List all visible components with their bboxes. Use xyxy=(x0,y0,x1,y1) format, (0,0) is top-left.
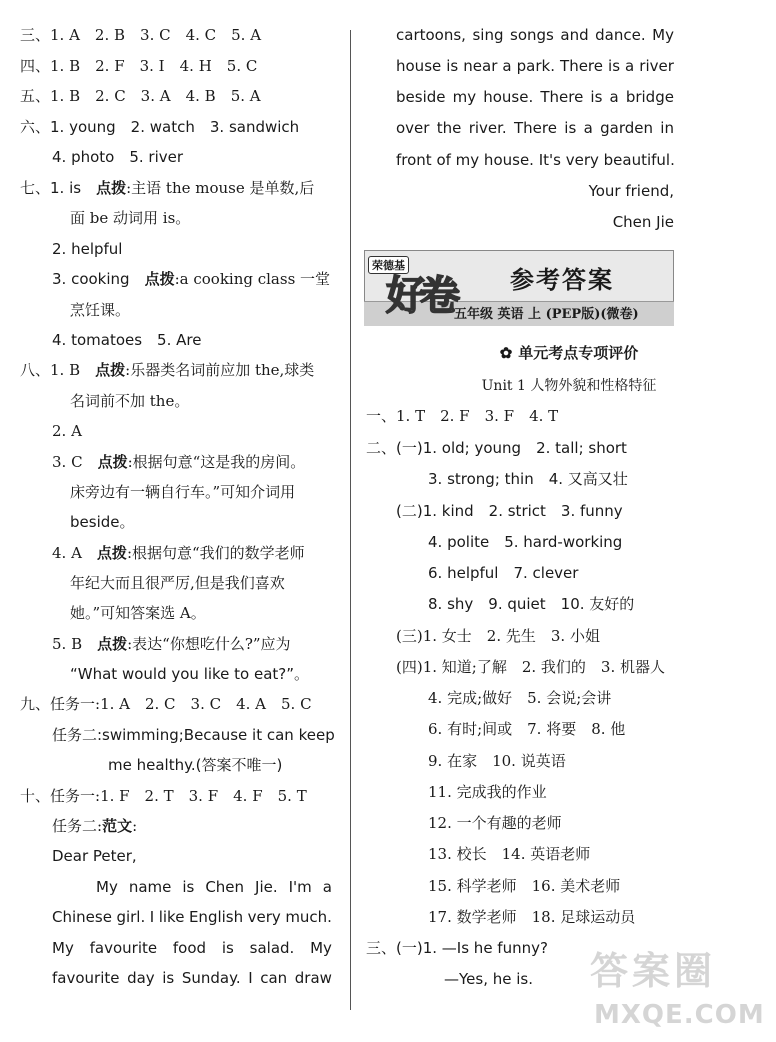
word: near xyxy=(463,57,498,75)
section-3-line: 三、1. A 2. B 3. C 4. C 5. A xyxy=(20,26,262,44)
q2-part4-line3: 6. 有时;间或 7. 将要 8. 他 xyxy=(428,720,626,738)
banner-subtitle: 五年级 英语 上 (PEP版)(微卷) xyxy=(454,307,639,322)
word: a xyxy=(583,119,593,137)
word: in xyxy=(660,119,674,137)
q3-part1-line1: 三、(一)1. —Is he funny? xyxy=(366,939,548,957)
word: over xyxy=(396,119,430,137)
banner-title: 参考答案 xyxy=(510,265,614,294)
q1-line: 一、1. T 2. F 3. F 4. T xyxy=(366,407,559,425)
word: much. xyxy=(285,908,332,926)
paw-icon: ✿ xyxy=(499,344,513,362)
column-divider xyxy=(350,30,351,1010)
word: salad. xyxy=(249,939,295,957)
section-7-item-2: 2. helpful xyxy=(52,240,123,258)
section-7-item-4: 4. tomatoes 5. Are xyxy=(52,331,202,349)
word: draw xyxy=(294,969,332,987)
word: I xyxy=(248,969,253,987)
section-7-item-1: 七、1. is 点拨:主语 the mouse 是单数,后 xyxy=(20,179,315,197)
q2-part4-line2: 4. 完成;做好 5. 会说;会讲 xyxy=(428,689,612,707)
word: is xyxy=(182,878,195,896)
section-8-item-4-cont-2: 她。”可知答案选 A。 xyxy=(70,604,206,622)
q2-part4-line4: 9. 在家 10. 说英语 xyxy=(428,752,566,770)
q2-part2-line3: 6. helpful 7. clever xyxy=(428,564,579,582)
letter-para-line-1 xyxy=(96,877,332,897)
word: food xyxy=(172,939,207,957)
section-8-item-5-cont: “What would you like to eat?”。 xyxy=(70,665,310,683)
section-10-task-2: 任务二:范文: xyxy=(52,817,138,835)
section-7-item-3: 3. cooking 点拨:a cooking class 一堂 xyxy=(52,270,331,288)
section-8-item-1-cont: 名词前不加 the。 xyxy=(70,392,190,410)
letter-signature: Chen Jie xyxy=(612,213,674,231)
word: garden xyxy=(600,119,653,137)
q2-part4-line1: (四)1. 知道;了解 2. 我们的 3. 机器人 xyxy=(396,658,665,676)
letter-para-line-2 xyxy=(52,907,332,927)
section-8-item-2: 2. A xyxy=(52,422,82,440)
unit-title: Unit 1 人物外貌和性格特征 xyxy=(481,378,657,394)
letter-closing: Your friend, xyxy=(588,182,674,200)
word: dance. xyxy=(595,26,646,44)
section-heading: ✿ 单元考点专项评价 xyxy=(499,344,639,362)
word: sing xyxy=(472,26,504,44)
q2-part3-line1: (三)1. 女士 2. 先生 3. 小姐 xyxy=(396,627,600,645)
word: There xyxy=(514,119,557,137)
q2-part4-line5: 11. 完成我的作业 xyxy=(428,783,547,801)
word: favourite xyxy=(89,939,158,957)
word: is xyxy=(162,969,175,987)
section-5-line: 五、1. B 2. C 3. A 4. B 5. A xyxy=(20,87,261,105)
word: a xyxy=(609,88,619,106)
word: river. xyxy=(468,119,507,137)
section-7-item-1-cont: 面 be 动词用 is。 xyxy=(70,209,191,227)
word: Chinese xyxy=(52,908,112,926)
word: Sunday. xyxy=(181,969,241,987)
section-6-line-2: 4. photo 5. river xyxy=(52,148,184,166)
watermark-url: MXQE.COM xyxy=(594,1000,765,1030)
section-8-item-3: 3. C 点拨:根据句意“这是我的房间。 xyxy=(52,453,306,471)
word: the xyxy=(436,119,462,137)
section-7-item-3-cont: 烹饪课。 xyxy=(70,301,131,319)
word: a xyxy=(502,57,512,75)
word: is xyxy=(446,57,459,75)
word: day xyxy=(127,969,155,987)
word: beside xyxy=(396,88,446,106)
brand-label: 荣德基 xyxy=(368,256,409,274)
word: favourite xyxy=(52,969,120,987)
q2-part1-line1: 二、(一)1. old; young 2. tall; short xyxy=(366,439,627,457)
watermark xyxy=(560,940,770,1038)
section-8-item-4: 4. A 点拨:根据句意“我们的数学老师 xyxy=(52,544,305,562)
q2-part2-line2: 4. polite 5. hard-working xyxy=(428,533,623,551)
section-8-item-1: 八、1. B 点拨:乐器类名词前应加 the,球类 xyxy=(20,361,315,379)
word: My xyxy=(652,26,674,44)
word: I xyxy=(149,908,155,926)
word: There xyxy=(560,57,603,75)
section-6-line-1: 六、1. young 2. watch 3. sandwich xyxy=(20,118,300,136)
section-8-item-3-cont-2: beside。 xyxy=(70,513,135,531)
letter-greeting: Dear Peter, xyxy=(52,847,137,865)
q2-part4-line7: 13. 校长 14. 英语老师 xyxy=(428,845,591,863)
word: like xyxy=(158,908,185,926)
section-8-item-3-cont: 床旁边有一辆自行车。”可知介词用 xyxy=(70,483,296,501)
word: house. xyxy=(483,88,534,106)
word: name xyxy=(128,878,172,896)
word: girl. xyxy=(116,908,146,926)
word: is xyxy=(590,88,603,106)
section-8-item-4-cont: 年纪大而且很严厉,但是我们喜欢 xyxy=(70,574,285,592)
word: park. xyxy=(516,57,555,75)
word: is xyxy=(608,57,621,75)
q2-part4-line8: 15. 科学老师 16. 美术老师 xyxy=(428,877,621,895)
section-8-item-5: 5. B 点拨:表达“你想吃什么?”应为 xyxy=(52,635,291,653)
word: a xyxy=(625,57,635,75)
word: My xyxy=(96,878,118,896)
q2-part2-line4: 8. shy 9. quiet 10. 友好的 xyxy=(428,595,635,613)
q2-part4-line6: 12. 一个有趣的老师 xyxy=(428,814,562,832)
word: There xyxy=(540,88,584,106)
word: my xyxy=(452,88,477,106)
word: a xyxy=(322,878,332,896)
section-4-line: 四、1. B 2. F 3. I 4. H 5. C xyxy=(20,57,258,75)
word: is xyxy=(564,119,577,137)
letter-para-line-4 xyxy=(52,968,332,988)
section-9-task-1: 九、任务一:1. A 2. C 3. C 4. A 5. C xyxy=(20,695,312,713)
q2-part4-line9: 17. 数学老师 18. 足球运动员 xyxy=(428,908,636,926)
letter-para-line-3 xyxy=(52,938,332,958)
word: and xyxy=(560,26,589,44)
word: Jie. xyxy=(255,878,278,896)
right-column-lower xyxy=(362,0,776,1042)
word: very xyxy=(247,908,281,926)
q3-part1-line2: —Yes, he is. xyxy=(444,970,534,988)
word: My xyxy=(52,939,74,957)
section-9-task-2-cont: me healthy.(答案不唯一) xyxy=(108,756,283,774)
logo: 好卷 xyxy=(386,272,454,319)
section-10-task-1: 十、任务一:1. F 2. T 3. F 4. F 5. T xyxy=(20,787,307,805)
letter-line-9: front of my house. It's very beautiful. xyxy=(396,151,675,169)
word: I'm xyxy=(288,878,312,896)
word: river xyxy=(639,57,674,75)
word: cartoons, xyxy=(396,26,466,44)
q2-part2-line1: (二)1. kind 2. strict 3. funny xyxy=(396,502,623,520)
word: songs xyxy=(510,26,554,44)
section-9-task-2: 任务二:swimming;Because it can keep xyxy=(52,726,335,744)
word: house xyxy=(396,57,442,75)
word: Chen xyxy=(205,878,245,896)
word: My xyxy=(310,939,332,957)
word: bridge xyxy=(625,88,674,106)
word: English xyxy=(188,908,244,926)
word: can xyxy=(260,969,288,987)
q2-part1-line2: 3. strong; thin 4. 又高又壮 xyxy=(428,470,628,488)
watermark-text: 答案圈 xyxy=(590,949,717,993)
word: is xyxy=(221,939,234,957)
